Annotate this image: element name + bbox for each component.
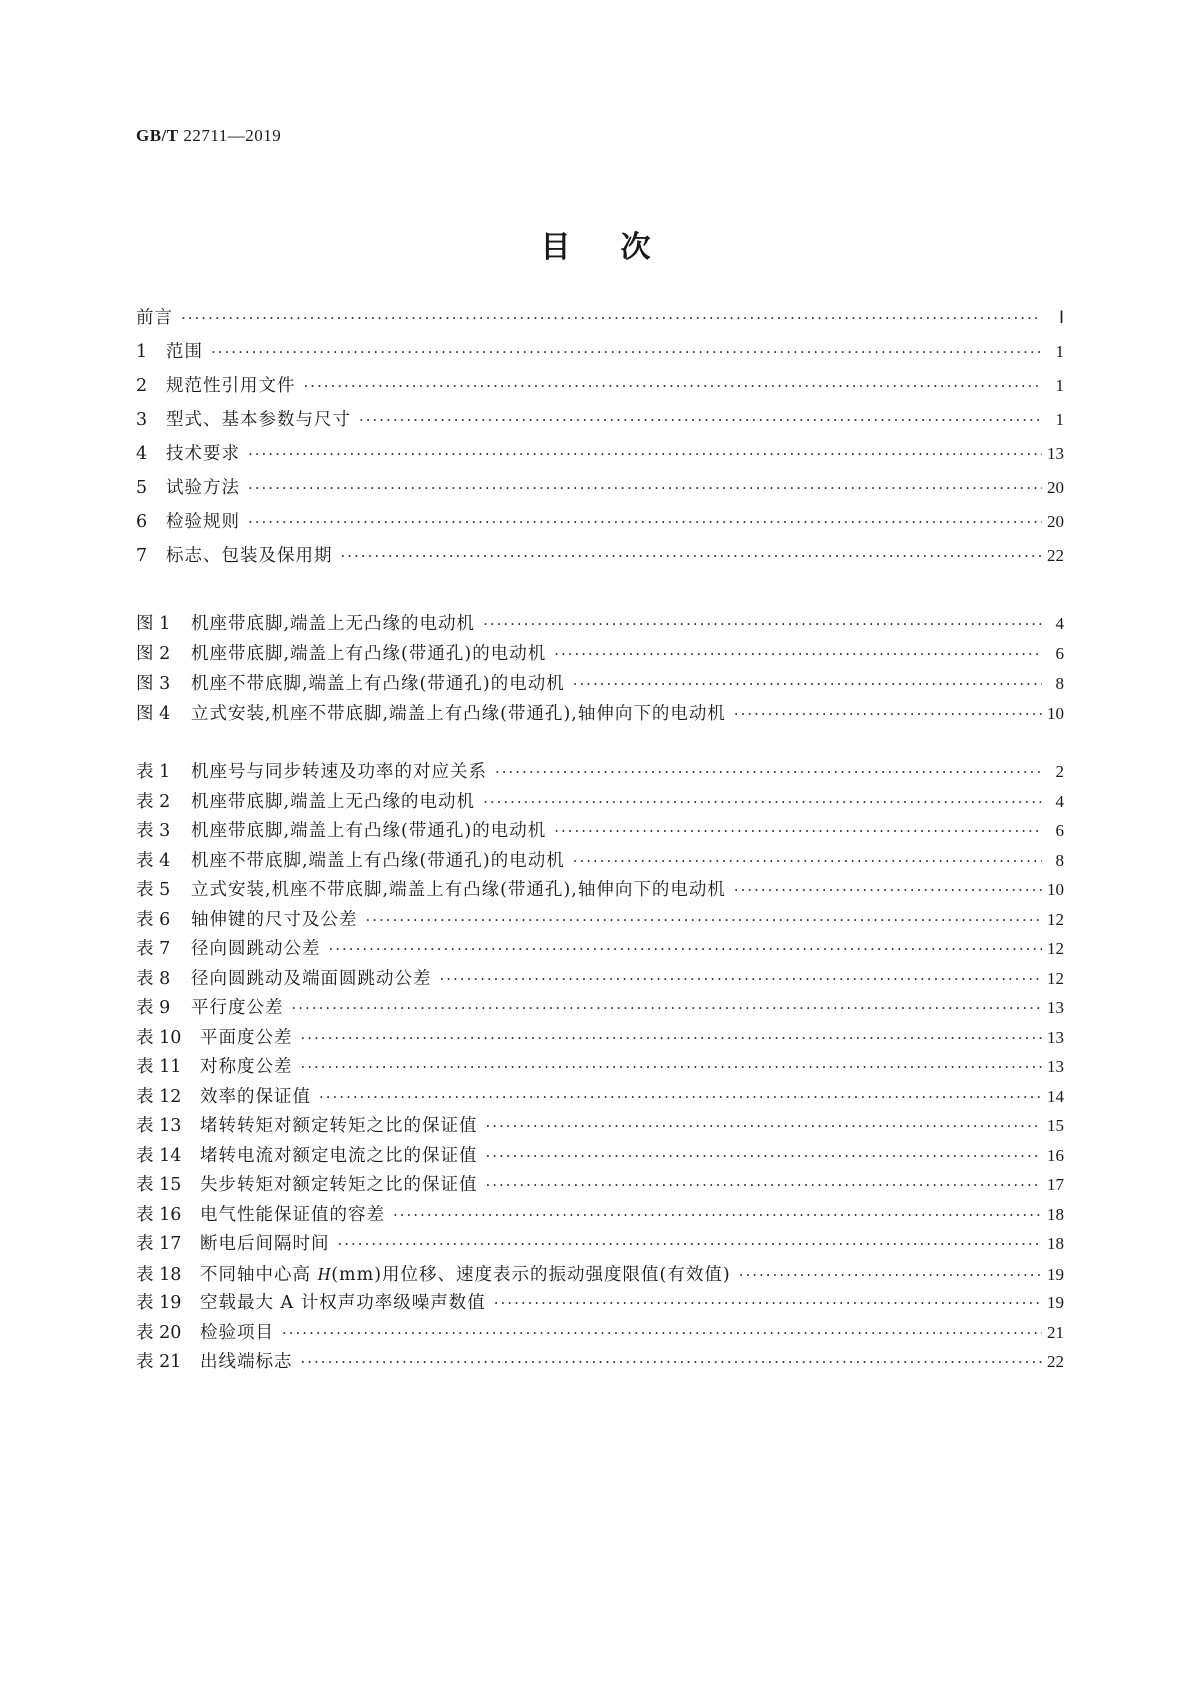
leader-dots <box>554 642 1042 666</box>
table-label: 断电后间隔时间 <box>200 1234 330 1254</box>
figure-page: 8 <box>1055 674 1064 693</box>
entry-label: 标志、包装及保用期 <box>166 546 333 566</box>
table-number: 表 3 <box>136 821 171 841</box>
leader-dots <box>486 1114 1043 1138</box>
leader-dots <box>734 702 1042 726</box>
table-label: 出线端标志 <box>200 1352 293 1372</box>
table-label: 轴伸键的尺寸及公差 <box>191 909 358 930</box>
leader-dots <box>282 1321 1042 1345</box>
table-number: 表 14 <box>136 1145 182 1166</box>
entry-page: 13 <box>1047 444 1064 463</box>
entry-label: 技术要求 <box>166 444 240 464</box>
entry-number: 7 <box>136 546 148 566</box>
table-label: 对称度公差 <box>200 1057 293 1077</box>
entry-page: 1 <box>1055 376 1064 395</box>
leader-dots <box>393 1203 1042 1227</box>
table-label: 检验项目 <box>200 1322 274 1343</box>
table-number: 表 9 <box>136 998 171 1018</box>
table-label: 不同轴中心高 H(mm)用位移、速度表示的振动强度限值(有效值) <box>200 1263 731 1285</box>
leader-dots <box>486 1173 1043 1197</box>
figure-label: 机座不带底脚,端盖上有凸缘(带通孔)的电动机 <box>191 674 565 694</box>
entry-label: 规范性引用文件 <box>166 376 296 396</box>
variable-h: H <box>317 1263 332 1284</box>
toc-table-entry[interactable] <box>136 790 1064 814</box>
standard-number <box>136 126 281 146</box>
toc-table-entry[interactable] <box>136 819 1064 843</box>
toc-entry[interactable] <box>136 510 1064 534</box>
leader-dots <box>494 1291 1042 1315</box>
toc-table-entry[interactable] <box>136 1232 1064 1256</box>
toc-table-entry[interactable] <box>136 760 1064 784</box>
table-page: 12 <box>1047 909 1064 929</box>
table-number: 表 18 <box>136 1264 182 1285</box>
entry-number: 1 <box>136 342 148 362</box>
figure-page: 4 <box>1055 614 1064 633</box>
entry-number: 3 <box>136 410 148 430</box>
toc-entry[interactable] <box>136 374 1064 398</box>
leader-dots <box>248 510 1042 534</box>
figure-label: 立式安装,机座不带底脚,端盖上有凸缘(带通孔),轴伸向下的电动机 <box>191 704 726 724</box>
table-label: 机座带底脚,端盖上无凸缘的电动机 <box>191 791 476 812</box>
figure-label: 机座带底脚,端盖上有凸缘(带通孔)的电动机 <box>191 644 547 664</box>
table-label: 堵转转矩对额定转矩之比的保证值 <box>200 1116 478 1136</box>
leader-dots <box>319 1085 1042 1109</box>
leader-dots <box>341 544 1043 568</box>
standard-code: GB/T <box>136 126 179 145</box>
leader-dots <box>573 849 1042 873</box>
table-label: 径向圆跳动及端面圆跳动公差 <box>191 968 432 989</box>
leader-dots <box>248 476 1042 500</box>
table-number: 表 13 <box>136 1116 182 1136</box>
entry-number: 5 <box>136 478 148 498</box>
entry-label: 检验规则 <box>166 512 240 532</box>
toc-table-entry[interactable] <box>136 1321 1064 1345</box>
table-label: 径向圆跳动公差 <box>191 939 321 959</box>
toc-entry[interactable] <box>136 442 1064 466</box>
leader-dots <box>483 790 1042 814</box>
toc-table-entry[interactable] <box>136 967 1064 991</box>
toc-table-entry[interactable] <box>136 937 1064 961</box>
table-label: 机座不带底脚,端盖上有凸缘(带通孔)的电动机 <box>191 850 565 871</box>
leader-dots <box>181 306 1042 330</box>
toc-entry[interactable] <box>136 340 1064 364</box>
figure-number: 图 2 <box>136 644 171 664</box>
table-number: 表 10 <box>136 1027 182 1048</box>
figure-page: 10 <box>1047 704 1064 723</box>
table-page: 15 <box>1047 1116 1064 1135</box>
entry-label: 试验方法 <box>166 478 240 498</box>
table-page: 13 <box>1047 1057 1064 1076</box>
entry-number: 4 <box>136 444 148 464</box>
entry-number: 2 <box>136 376 148 396</box>
toc-table-entry[interactable] <box>136 1291 1064 1315</box>
table-label: 堵转电流对额定电流之比的保证值 <box>200 1145 478 1166</box>
leader-dots <box>211 340 1042 364</box>
table-label: 机座号与同步转速及功率的对应关系 <box>191 762 487 782</box>
entry-label: 型式、基本参数与尺寸 <box>166 410 351 430</box>
table-label: 空载最大 A 计权声功率级噪声数值 <box>200 1293 486 1313</box>
table-number: 表 8 <box>136 968 171 989</box>
figure-number: 图 1 <box>136 614 171 634</box>
toc-entry[interactable] <box>136 408 1064 432</box>
toc-entry[interactable] <box>136 476 1064 500</box>
leader-dots <box>329 937 1043 961</box>
table-number: 表 11 <box>136 1057 182 1077</box>
entry-label: 范围 <box>166 342 203 362</box>
leader-dots <box>301 1055 1043 1079</box>
leader-dots <box>440 967 1043 991</box>
table-label: 机座带底脚,端盖上有凸缘(带通孔)的电动机 <box>191 821 547 841</box>
entry-page: 1 <box>1055 342 1064 361</box>
table-page: 14 <box>1047 1086 1064 1106</box>
table-page: 6 <box>1055 821 1064 840</box>
table-number: 表 2 <box>136 791 171 812</box>
toc-figure-entry[interactable] <box>136 702 1064 726</box>
toc-table-entry[interactable] <box>136 1144 1064 1168</box>
table-page: 18 <box>1047 1234 1064 1253</box>
table-page: 16 <box>1047 1145 1064 1165</box>
toc-table-entry[interactable] <box>136 1262 1064 1286</box>
table-page: 19 <box>1047 1264 1064 1284</box>
table-page: 19 <box>1047 1293 1064 1312</box>
table-page: 13 <box>1047 1027 1064 1047</box>
table-page: 13 <box>1047 998 1064 1017</box>
toc-entry[interactable] <box>136 544 1064 568</box>
table-number: 表 15 <box>136 1175 182 1195</box>
leader-dots <box>304 374 1043 398</box>
toc-figure-entry[interactable] <box>136 672 1064 696</box>
leader-dots <box>301 1350 1043 1374</box>
table-number: 表 19 <box>136 1293 182 1313</box>
toc-figure-entry[interactable] <box>136 642 1064 666</box>
table-number: 表 17 <box>136 1234 182 1254</box>
leader-dots <box>292 996 1043 1020</box>
toc-table-entry[interactable] <box>136 1114 1064 1138</box>
figure-number: 图 4 <box>136 704 171 724</box>
toc-table-entry[interactable] <box>136 1350 1064 1374</box>
toc-table-entry[interactable] <box>136 1173 1064 1197</box>
leader-dots <box>366 908 1043 932</box>
table-page: 4 <box>1055 791 1064 811</box>
toc-table-entry[interactable] <box>136 1026 1064 1050</box>
toc-table-entry[interactable] <box>136 1203 1064 1227</box>
entry-page: Ⅰ <box>1058 308 1064 327</box>
leader-dots <box>338 1232 1043 1256</box>
table-label: 电气性能保证值的容差 <box>200 1204 385 1225</box>
standard-year: 22711—2019 <box>183 126 282 145</box>
leader-dots <box>734 878 1042 902</box>
leader-dots <box>248 442 1042 466</box>
table-page: 18 <box>1047 1204 1064 1224</box>
table-page: 12 <box>1047 939 1064 958</box>
leader-dots <box>483 612 1042 636</box>
toc-table-entry[interactable] <box>136 878 1064 902</box>
table-number: 表 20 <box>136 1322 182 1343</box>
entry-page: 22 <box>1047 546 1064 565</box>
table-number: 表 16 <box>136 1204 182 1225</box>
leader-dots <box>359 408 1042 432</box>
table-label: 立式安装,机座不带底脚,端盖上有凸缘(带通孔),轴伸向下的电动机 <box>191 880 726 900</box>
leader-dots <box>495 760 1042 784</box>
toc-table-entry[interactable] <box>136 849 1064 873</box>
toc-figure-entry[interactable] <box>136 612 1064 636</box>
toc-table-entry[interactable] <box>136 1085 1064 1109</box>
toc-table-entry[interactable] <box>136 1055 1064 1079</box>
table-page: 21 <box>1047 1322 1064 1342</box>
table-page: 10 <box>1047 880 1064 899</box>
leader-dots <box>301 1026 1043 1050</box>
page-title: 目次 <box>540 230 701 265</box>
leader-dots <box>486 1144 1043 1168</box>
entry-label: 前言 <box>136 308 173 328</box>
figure-label: 机座带底脚,端盖上无凸缘的电动机 <box>191 614 476 634</box>
table-number: 表 12 <box>136 1086 182 1107</box>
entry-page: 20 <box>1047 512 1064 531</box>
figure-page: 6 <box>1055 644 1064 663</box>
entry-page: 20 <box>1047 478 1064 497</box>
toc-table-entry[interactable] <box>136 996 1064 1020</box>
table-label: 效率的保证值 <box>200 1086 311 1107</box>
table-page: 2 <box>1055 762 1064 781</box>
toc-table-entry[interactable] <box>136 908 1064 932</box>
leader-dots <box>739 1263 1042 1287</box>
table-number: 表 7 <box>136 939 171 959</box>
table-page: 17 <box>1047 1175 1064 1194</box>
table-page: 8 <box>1055 850 1064 870</box>
table-label: 平面度公差 <box>200 1027 293 1048</box>
toc-entry[interactable] <box>136 306 1064 330</box>
table-number: 表 6 <box>136 909 171 930</box>
table-page: 22 <box>1047 1352 1064 1371</box>
table-number: 表 5 <box>136 880 171 900</box>
figure-number: 图 3 <box>136 674 171 694</box>
table-label: 平行度公差 <box>191 998 284 1018</box>
table-number: 表 21 <box>136 1352 182 1372</box>
leader-dots <box>573 672 1042 696</box>
table-label: 失步转矩对额定转矩之比的保证值 <box>200 1175 478 1195</box>
table-page: 12 <box>1047 968 1064 988</box>
leader-dots <box>554 819 1042 843</box>
entry-page: 1 <box>1055 410 1064 429</box>
table-number: 表 1 <box>136 762 171 782</box>
entry-number: 6 <box>136 512 148 532</box>
table-number: 表 4 <box>136 850 171 871</box>
